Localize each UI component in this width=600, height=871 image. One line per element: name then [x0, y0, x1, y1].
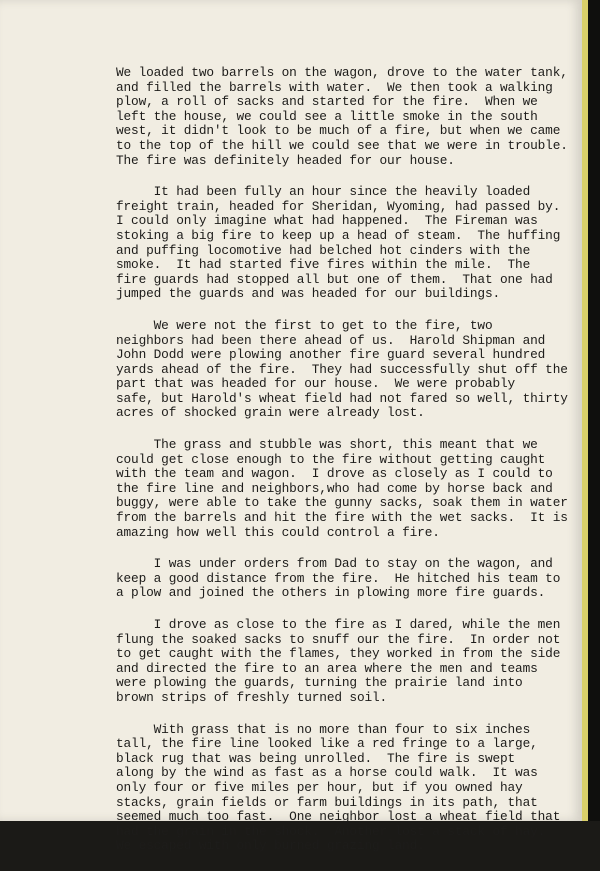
text-line: stacks, grain fields or farm buildings in its path, that	[116, 794, 538, 810]
paragraph-6	[116, 618, 572, 706]
scan-border	[588, 0, 600, 821]
text-line: had the grain in the shock. Another lost a stack of hay.	[116, 823, 546, 839]
text-line: I could only imagine what had happened. The Fireman was	[116, 213, 538, 229]
text-line: yards ahead of the fire. They had successfully shut off the	[116, 361, 568, 377]
text-line: The fire was definitely headed for our house.	[116, 152, 455, 168]
text-line: only four or five miles per hour, but if you owned hay	[116, 779, 523, 795]
text-line: tall, the fire line looked like a red fringe to a large,	[116, 736, 538, 752]
text-line: and puffing locomotive had belched hot cinders with the	[116, 242, 531, 258]
text-line: were plowing the guards, turning the prairie land into	[116, 675, 523, 691]
text-line: jumped the guards and was headed for our buildings.	[116, 286, 500, 302]
text-line: brown strips of freshly turned soil.	[116, 689, 388, 705]
paragraph-4	[116, 438, 572, 540]
text-line: to get caught with the flames, they worked in from the side	[116, 646, 561, 662]
text-line: stoking a big fire to keep up a head of steam. The huffing	[116, 227, 561, 243]
text-line: It had been fully an hour since the heavily loaded	[116, 184, 531, 200]
text-line: seemed much too fast. One neighbor lost a wheat field that	[116, 809, 561, 825]
paragraph-2	[116, 185, 572, 302]
text-line: the fire line and neighbors,who had come by horse back and	[116, 480, 553, 496]
text-line: and filled the barrels with water. We then took a walking	[116, 79, 553, 95]
text-line: black rug that was being unrolled. The fire is swept	[116, 750, 516, 766]
text-line: We escaped with only burned grazing land.	[116, 838, 425, 854]
text-line: amazing how well this could control a fire.	[116, 524, 440, 540]
text-line: buggy, were able to take the gunny sacks, soak them in water	[116, 495, 568, 511]
paragraph-5	[116, 557, 572, 601]
text-line: could get close enough to the fire without getting caught	[116, 451, 546, 467]
text-line: I was under orders from Dad to stay on the wagon, and	[116, 556, 553, 572]
text-line: acres of shocked grain were already lost.	[116, 405, 425, 421]
text-line: fire guards had stopped all but one of them. That one had	[116, 271, 553, 287]
text-line: to the top of the hill we could see that we were in trouble.	[116, 137, 568, 153]
text-line: We were not the first to get to the fire, two	[116, 317, 493, 333]
paragraph-7	[116, 723, 572, 854]
text-line: from the barrels and hit the fire with the wet sacks. It is	[116, 510, 568, 526]
text-line: keep a good distance from the fire. He hitched his team to	[116, 570, 561, 586]
text-line: safe, but Harold's wheat field had not fared so well, thirty	[116, 390, 568, 406]
text-line: a plow and joined the others in plowing more fire guards.	[116, 585, 546, 601]
text-line: part that was headed for our house. We were probably	[116, 376, 516, 392]
text-line: With grass that is no more than four to six inches	[116, 721, 531, 737]
text-line: freight train, headed for Sheridan, Wyoming, had passed by.	[116, 198, 561, 214]
text-line: plow, a roll of sacks and started for the fire. When we	[116, 94, 538, 110]
paragraph-3	[116, 319, 572, 421]
text-line: I drove as close to the fire as I dared, while the men	[116, 617, 561, 632]
text-line: flung the soaked sacks to snuff our the fire. In order not	[116, 631, 561, 647]
text-line: John Dodd were plowing another fire guard several hundred	[116, 347, 546, 363]
text-line: with the team and wagon. I drove as closely as I could to	[116, 466, 553, 482]
text-line: The grass and stubble was short, this meant that we	[116, 437, 538, 453]
text-line: left the house, we could see a little smoke in the south	[116, 108, 538, 124]
text-line: and directed the fire to an area where the men and teams	[116, 660, 538, 676]
body-text	[116, 66, 572, 871]
text-line: along by the wind as fast as a horse could walk. It was	[116, 765, 538, 781]
paragraph-1	[116, 66, 572, 168]
text-line: We loaded two barrels on the wagon, drove to the water tank,	[116, 65, 568, 80]
text-line: west, it didn't look to be much of a fire, but when we came	[116, 123, 561, 139]
text-line: smoke. It had started five fires within the mile. The	[116, 257, 531, 273]
text-line: neighbors had been there ahead of us. Harold Shipman and	[116, 332, 546, 348]
